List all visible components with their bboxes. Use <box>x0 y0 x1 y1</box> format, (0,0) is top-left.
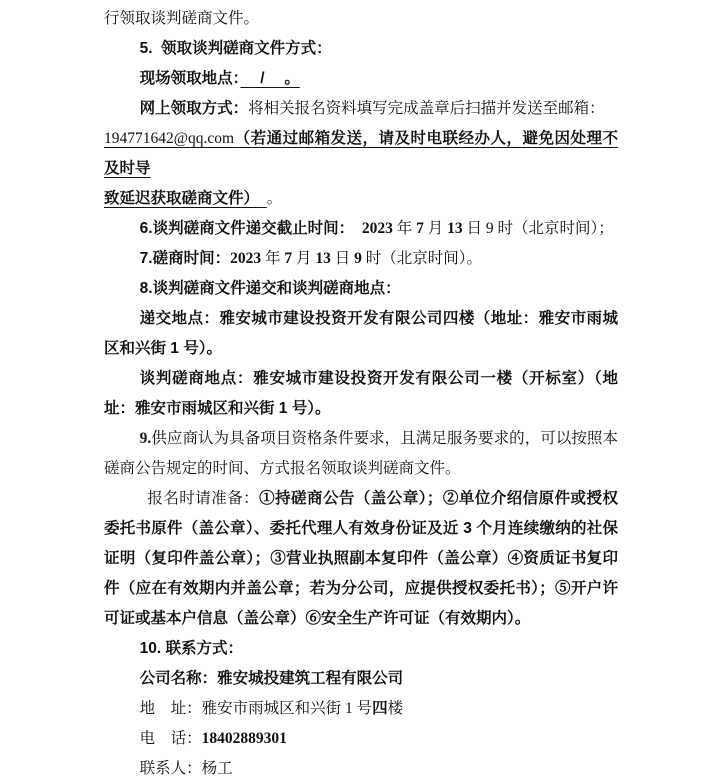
text-run: 行领取谈判磋商文件。 <box>104 10 260 27</box>
text-run: 年 <box>392 220 417 237</box>
number-run: 9. <box>139 430 152 447</box>
label-run: 6.谈判磋商文件递交截止时间： <box>139 220 347 237</box>
label-run: 现场领取地点： <box>139 70 241 87</box>
online-pickup-line <box>104 94 618 124</box>
text-run: 日 <box>330 250 355 267</box>
heading-run: 8.谈判磋商文件递交和谈判磋商地点： <box>139 280 401 297</box>
text-run: 地 址：雅安市雨城区和兴街 1 号 <box>139 700 373 717</box>
text-run: 月 <box>423 220 448 237</box>
blank-underline: / 。 <box>240 70 300 87</box>
company-name <box>104 664 618 694</box>
text-run: 楼 <box>387 700 404 717</box>
text-run: 谈判磋商地点：雅安城市建设投资开发有限公司一楼（开标室）（地址：雅安市雨城区和兴街 1 号）。 <box>104 370 618 417</box>
submit-location <box>104 304 618 364</box>
label-run: 电 话： <box>139 730 202 747</box>
floor-run: 四 <box>372 700 388 717</box>
item-9-clause <box>104 424 618 484</box>
text-run: 联系人：杨工 <box>139 760 233 777</box>
item-10-heading <box>104 634 618 664</box>
gap-run <box>346 220 362 237</box>
email-line-1 <box>104 124 618 184</box>
item-6-deadline <box>104 214 618 244</box>
address-line <box>104 694 618 724</box>
registration-materials <box>104 484 618 634</box>
continuation-line <box>104 4 618 34</box>
email-address: 194771642@qq.com <box>104 130 235 147</box>
hour-value: 9 <box>354 250 362 267</box>
email-note-run: 致延迟获取磋商文件） <box>104 190 267 207</box>
heading-run: 5. 领取谈判磋商文件方式： <box>139 40 332 57</box>
day-value: 13 <box>315 250 331 267</box>
phone-line <box>104 724 618 754</box>
text-run: 公司名称：雅安城投建筑工程有限公司 <box>139 670 404 687</box>
label-run: 7.磋商时间： <box>139 250 231 267</box>
item-5-heading <box>104 34 618 64</box>
month-value: 7 <box>416 220 424 237</box>
year-value: 2023 <box>361 220 393 237</box>
contact-person <box>104 754 618 784</box>
item-8-heading <box>104 274 618 304</box>
text-run: 时（北京时间）。 <box>361 250 483 267</box>
heading-run: 10. 联系方式： <box>139 640 243 657</box>
label-run: 报名时请准备： <box>147 490 260 507</box>
text-run: 供应商认为具备项目资格条件要求，且满足服务要求的，可以按照本磋商公告规定的时间、方式报名领取谈判磋商文件。 <box>104 430 618 477</box>
text-run: 月 <box>292 250 316 267</box>
materials-list-run: ①持磋商公告（盖公章）；②单位介绍信原件或授权委托书原件（盖公章）、委托代理人有效身份证及近 3 个月连续缴纳的社保证明（复印件盖公章）；③营业执照副本复印件（盖公章）④资质证书复印件（应在有效期内并盖公章；若为分公司，应提供授权委托书）；⑤开户许可证或基本户信息（盖公章）⑥安全生产许可证（有效期内）。 <box>104 490 618 627</box>
item-7-time <box>104 244 618 274</box>
month-value: 7 <box>284 250 293 267</box>
onsite-pickup-line <box>104 64 618 94</box>
email-line-2 <box>104 184 618 214</box>
day-value: 13 <box>447 220 463 237</box>
email-note-run: （若通过邮箱发送，请及时电联经办人，避免因处理不及时导 <box>104 130 618 177</box>
text-run: 将相关报名资料填写完成盖章后扫描并发送至邮箱： <box>248 100 605 117</box>
text-run: 递交地点：雅安城市建设投资开发有限公司四楼（地址：雅安市雨城区和兴街 1 号）。 <box>104 310 618 357</box>
label-run: 网上领取方式： <box>139 100 249 117</box>
negotiation-location <box>104 364 618 424</box>
text-run: 日 9 时（北京时间）； <box>462 220 614 237</box>
text-run: 年 <box>261 250 285 267</box>
phone-number: 18402889301 <box>201 730 287 747</box>
year-value: 2023 <box>230 250 262 267</box>
period-run: 。 <box>266 190 283 207</box>
